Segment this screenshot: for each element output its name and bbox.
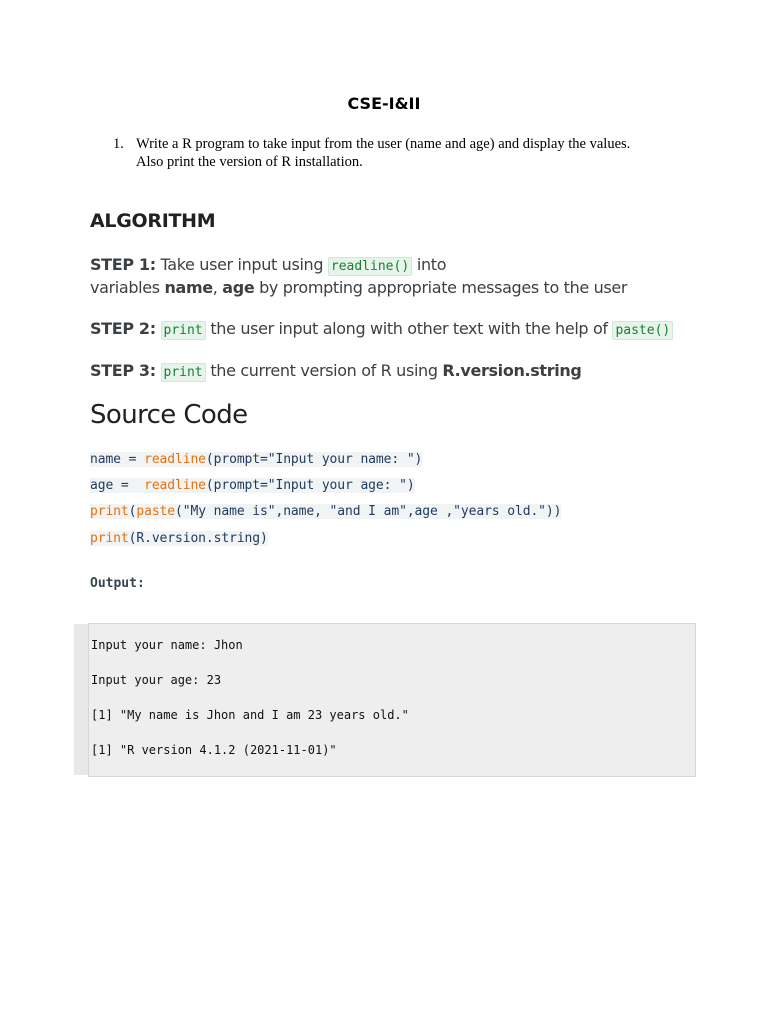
question-line-2: Also print the version of R installation. xyxy=(136,154,363,170)
code-line-1 xyxy=(90,452,422,467)
code-line-3-fn: print xyxy=(90,504,129,519)
code-line-1-fn: readline xyxy=(144,452,206,467)
algorithm-heading: ALGORITHM xyxy=(90,210,216,232)
code-line-3-a: ( xyxy=(128,504,137,519)
step-1-var-name: name xyxy=(164,278,213,297)
code-line-3 xyxy=(90,504,561,519)
step-2-code-chip-paste: paste() xyxy=(612,321,673,340)
document-title: CSE-I&II xyxy=(347,94,421,113)
output-line-3: [1] "My name is Jhon and I am 23 years old." xyxy=(91,708,409,722)
step-1-var-age: age xyxy=(222,278,255,297)
step-2-label: STEP 2: xyxy=(90,319,156,338)
question-line-1: Write a R program to take input from the user (name and age) and display the values. xyxy=(136,136,631,152)
code-line-1-b: (prompt="Input your name: ") xyxy=(205,452,423,467)
step-1-label: STEP 1: xyxy=(90,255,156,274)
step-1-text-d: by prompting appropriate messages to the user xyxy=(254,278,628,297)
step-3-label: STEP 3: xyxy=(90,361,156,380)
output-line-4: [1] "R version 4.1.2 (2021-11-01)" xyxy=(91,743,337,757)
step-2 xyxy=(90,317,673,342)
step-1-text-c: variables xyxy=(90,278,165,297)
step-1-comma: , xyxy=(212,278,223,297)
code-line-3-b: ("My name is",name, "and I am",age ,"years old.")) xyxy=(175,504,562,519)
step-3 xyxy=(90,359,582,384)
step-1-text-a: Take user input using xyxy=(155,255,328,274)
code-line-2-b: (prompt="Input your age: ") xyxy=(205,478,415,493)
step-1-code-chip: readline() xyxy=(328,257,412,276)
code-line-1-a: name = xyxy=(90,452,145,467)
code-line-3-fn2: paste xyxy=(136,504,176,519)
step-1-line-2 xyxy=(90,276,627,299)
step-2-text: the user input along with other text with the help of xyxy=(205,319,613,338)
step-1-text-b: into xyxy=(412,255,447,274)
question-number: 1. xyxy=(113,136,124,152)
step-3-text: the current version of R using xyxy=(205,361,443,380)
output-label: Output: xyxy=(90,576,145,591)
step-3-bold-term: R.version.string xyxy=(442,361,582,380)
code-line-2 xyxy=(90,478,415,493)
code-line-4-b: (R.version.string) xyxy=(128,531,268,546)
step-1 xyxy=(90,253,446,278)
output-line-1: Input your name: Jhon xyxy=(91,638,243,652)
code-line-2-fn: readline xyxy=(144,478,206,493)
code-line-4 xyxy=(90,531,268,546)
step-3-code-chip: print xyxy=(161,363,206,382)
output-gutter xyxy=(74,624,88,775)
source-code-heading: Source Code xyxy=(90,400,248,430)
code-line-4-fn: print xyxy=(90,531,129,546)
output-line-2: Input your age: 23 xyxy=(91,673,222,687)
step-2-code-chip-print: print xyxy=(161,321,206,340)
question-text xyxy=(136,135,666,171)
code-line-2-a: age = xyxy=(90,478,145,493)
